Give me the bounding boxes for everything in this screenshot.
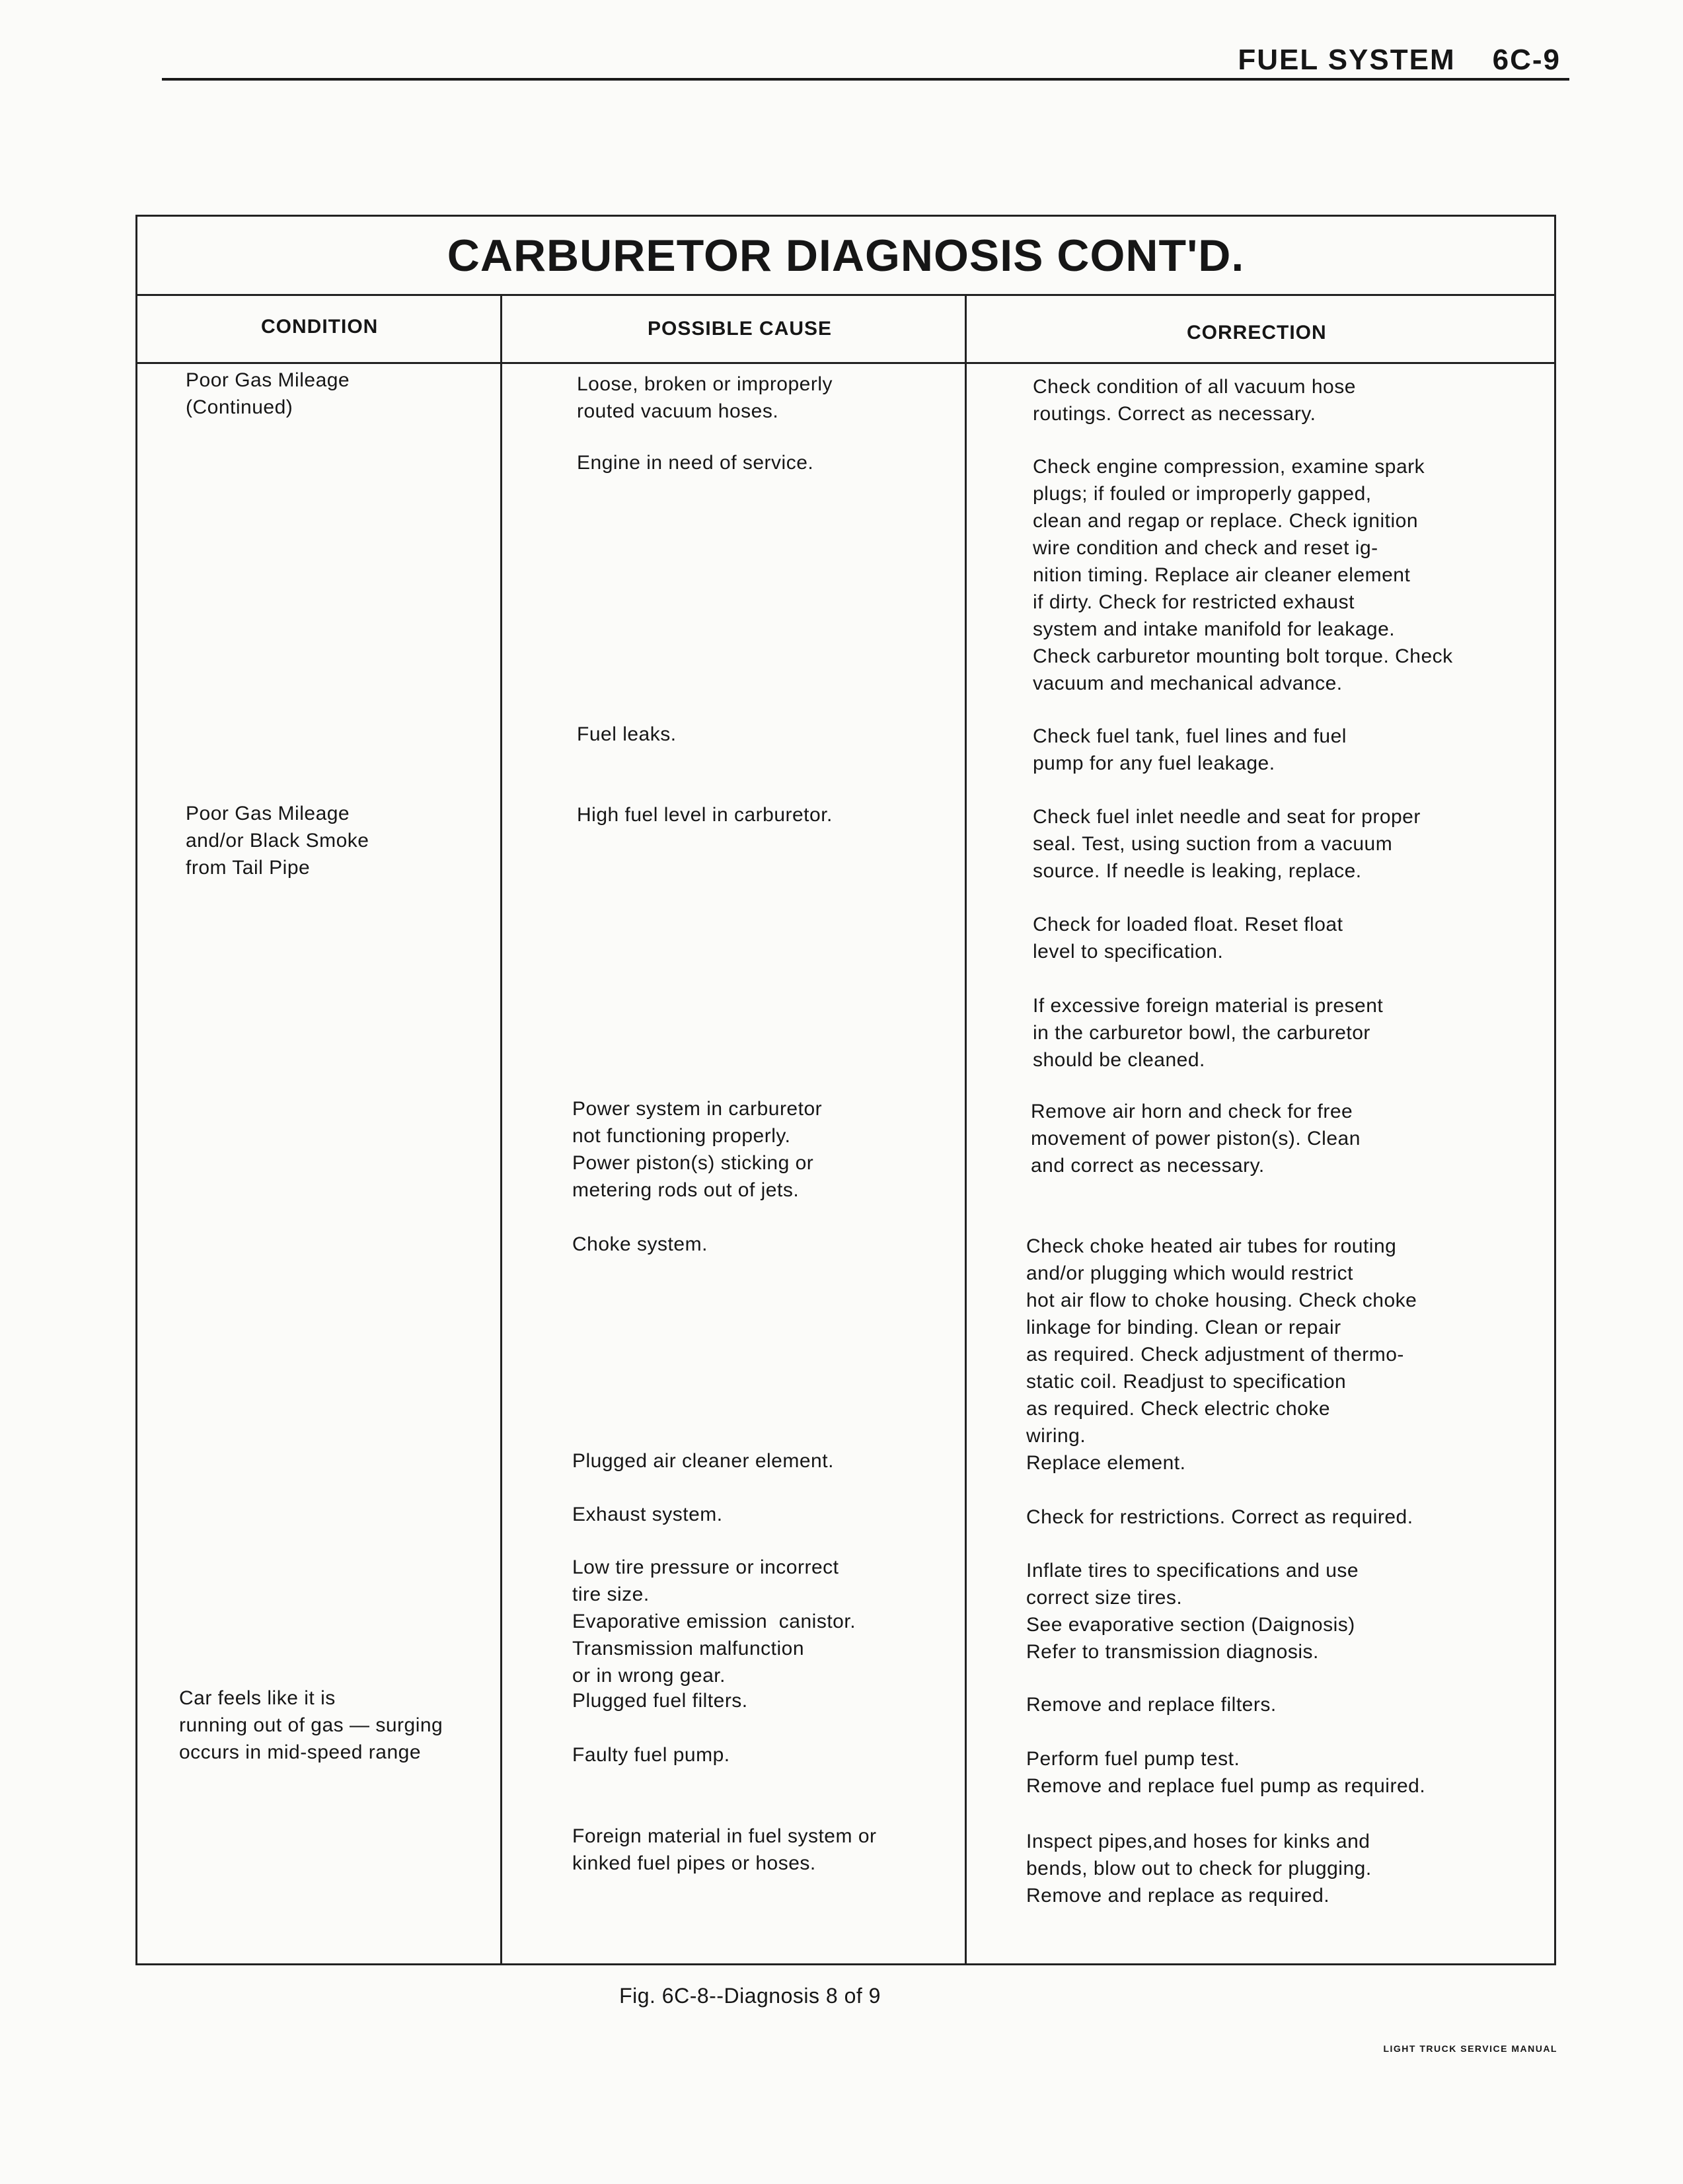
cause-tires-evap-transmission: Low tire pressure or incorrect tire size. Evaporative emission canistor. Transmission malfunction or in wrong gear. <box>572 1556 856 1687</box>
column-divider-1 <box>500 294 502 1965</box>
cause-fuel-leaks: Fuel leaks. <box>577 723 677 745</box>
correction-power-piston: Remove air horn and check for free movement of power piston(s). Clean and correct as necessary. <box>1031 1101 1361 1177</box>
table-title: CARBURETOR DIAGNOSIS CONT'D. <box>447 231 1245 281</box>
cause-foreign-material: Foreign material in fuel system or kinked fuel pipes or hoses. <box>572 1825 877 1874</box>
correction-vacuum-hoses: Check condition of all vacuum hose routings. Correct as necessary. <box>1033 376 1356 425</box>
header-row-divider <box>135 362 1556 364</box>
condition-running-out-of-gas: Car feels like it is running out of gas — surging occurs in mid-speed range <box>179 1687 443 1763</box>
header-rule <box>162 78 1569 81</box>
column-header-cause: POSSIBLE CAUSE <box>648 318 833 340</box>
manual-footer: LIGHT TRUCK SERVICE MANUAL <box>1383 2043 1557 2054</box>
column-divider-2 <box>965 294 967 1965</box>
correction-fuel-leaks: Check fuel tank, fuel lines and fuel pump for any fuel leakage. <box>1033 725 1347 774</box>
condition-poor-gas-mileage-continued: Poor Gas Mileage (Continued) <box>186 369 350 418</box>
correction-foreign-material-bowl: If excessive foreign material is present in the carburetor bowl, the carburetor should be cleaned. <box>1033 995 1384 1071</box>
correction-inlet-needle: Check fuel inlet needle and seat for proper seal. Test, using suction from a vacuum source. If needle is leaking, replace. <box>1033 806 1421 882</box>
correction-tires-evap-transmission: Inflate tires to specifications and use correct size tires. See evaporative section (Daignosis) Refer to transmission diagnosis. <box>1026 1560 1359 1663</box>
correction-fuel-pump: Perform fuel pump test. Remove and replace fuel pump as required. <box>1026 1748 1426 1797</box>
cause-vacuum-hoses: Loose, broken or improperly routed vacuum hoses. <box>577 373 833 422</box>
page-number: 6C-9 <box>1492 44 1561 76</box>
correction-air-cleaner: Replace element. <box>1026 1452 1186 1474</box>
cause-high-fuel-level: High fuel level in carburetor. <box>577 804 833 826</box>
correction-engine-service: Check engine compression, examine spark plugs; if fouled or improperly gapped, clean and regap or replace. Check ignition wire condition and check and reset ig- nition timing. Replace air cleaner element if dirty. Check for restricted exhaust system and intake manifold for leakage. Check carburetor mounting bolt torque. Check vacuum and mechanical advance. <box>1033 456 1453 694</box>
correction-pipes-hoses: Inspect pipes,and hoses for kinks and bends, blow out to check for plugging. Remove and replace as required. <box>1026 1831 1372 1907</box>
correction-exhaust: Check for restrictions. Correct as required. <box>1026 1506 1413 1528</box>
cause-choke-system: Choke system. <box>572 1233 708 1255</box>
correction-choke: Check choke heated air tubes for routing and/or plugging which would restrict hot air flow to choke housing. Check choke linkage for binding. Clean or repair as required. Check adjustment of thermo- static coil. Readjust to specification as required. Check electric choke wiring. <box>1026 1235 1417 1447</box>
cause-fuel-pump: Faulty fuel pump. <box>572 1744 730 1766</box>
title-divider <box>135 294 1556 296</box>
cause-power-system: Power system in carburetor not functioning properly. Power piston(s) sticking or metering rods out of jets. <box>572 1098 823 1201</box>
cause-engine-service: Engine in need of service. <box>577 452 814 474</box>
cause-fuel-filters: Plugged fuel filters. <box>572 1690 748 1712</box>
figure-caption: Fig. 6C-8--Diagnosis 8 of 9 <box>619 1984 881 2008</box>
running-header <box>1238 44 1561 77</box>
correction-fuel-filters: Remove and replace filters. <box>1026 1694 1277 1716</box>
condition-poor-gas-mileage-black-smoke: Poor Gas Mileage and/or Black Smoke from Tail Pipe <box>186 803 369 879</box>
column-header-condition: CONDITION <box>261 316 379 338</box>
cause-air-cleaner: Plugged air cleaner element. <box>572 1450 834 1472</box>
correction-loaded-float: Check for loaded float. Reset float level to specification. <box>1033 914 1343 963</box>
section-title: FUEL SYSTEM <box>1238 44 1456 76</box>
cause-exhaust-system: Exhaust system. <box>572 1504 723 1525</box>
column-header-correction: CORRECTION <box>1187 322 1327 344</box>
